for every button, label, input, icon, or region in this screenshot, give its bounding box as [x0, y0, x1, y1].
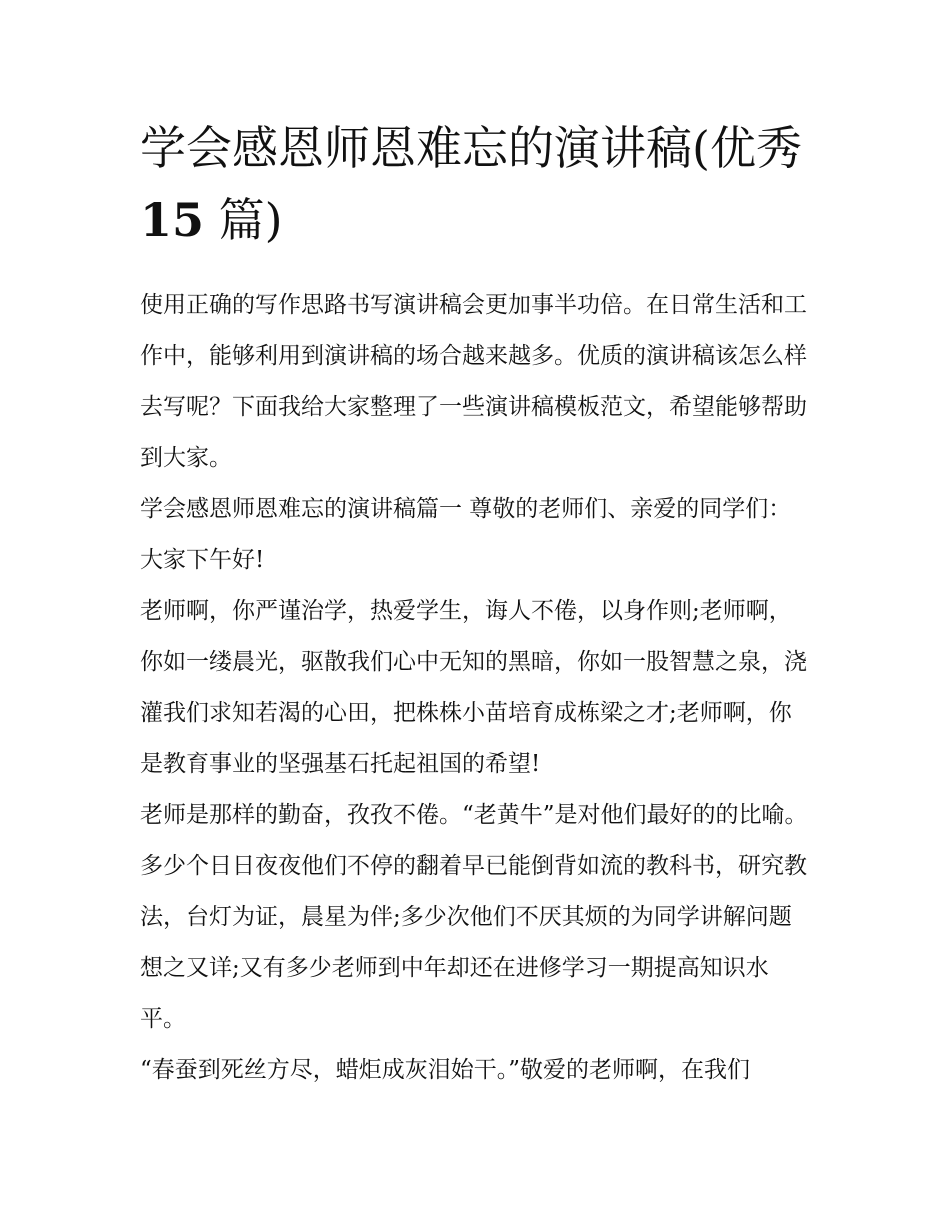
- document-title: [140, 112, 812, 256]
- paragraph-quote: “春蚕到死丝方尽，蜡炬成灰泪始干。”敬爱的老师啊，在我们: [140, 1057, 751, 1083]
- title-number: 15: [140, 193, 205, 247]
- document-page: [140, 112, 812, 1096]
- title-text-2: 篇): [204, 193, 283, 247]
- paragraph-intro: 使用正确的写作思路书写演讲稿会更加事半功倍。在日常生活和工作中，能够利用到演讲稿的场合越来越多。优质的演讲稿该怎么样去写呢？下面我给大家整理了一些演讲稿模板范文，希望能够帮助到大家。: [140, 292, 807, 471]
- paragraph-greeting: 学会感恩师恩难忘的演讲稿篇一 尊敬的老师们、亲爱的同学们： 大家下午好!: [140, 496, 792, 573]
- paragraph-praise: 老师啊，你严谨治学，热爱学生，诲人不倦，以身作则;老师啊，你如一缕晨光，驱散我们心中无知的黑暗，你如一股智慧之泉，浇灌我们求知若渴的心田，把株株小苗培育成栋梁之才;老师啊，你是教育事业的坚强基石托起祖国的希望!: [140, 598, 807, 777]
- title-text-1: 学会感恩师恩难忘的演讲稿(优秀: [140, 121, 802, 175]
- paragraph-diligence: 老师是那样的勤奋，孜孜不倦。“老黄牛”是对他们最好的的比喻。多少个日日夜夜他们不停的翻着早已能倒背如流的教科书，研究教法，台灯为证，晨星为伴;多少次他们不厌其烦的为同学讲解问题想之又详;又有多少老师到中年却还在进修学习一期提高知识水平。: [140, 802, 808, 1032]
